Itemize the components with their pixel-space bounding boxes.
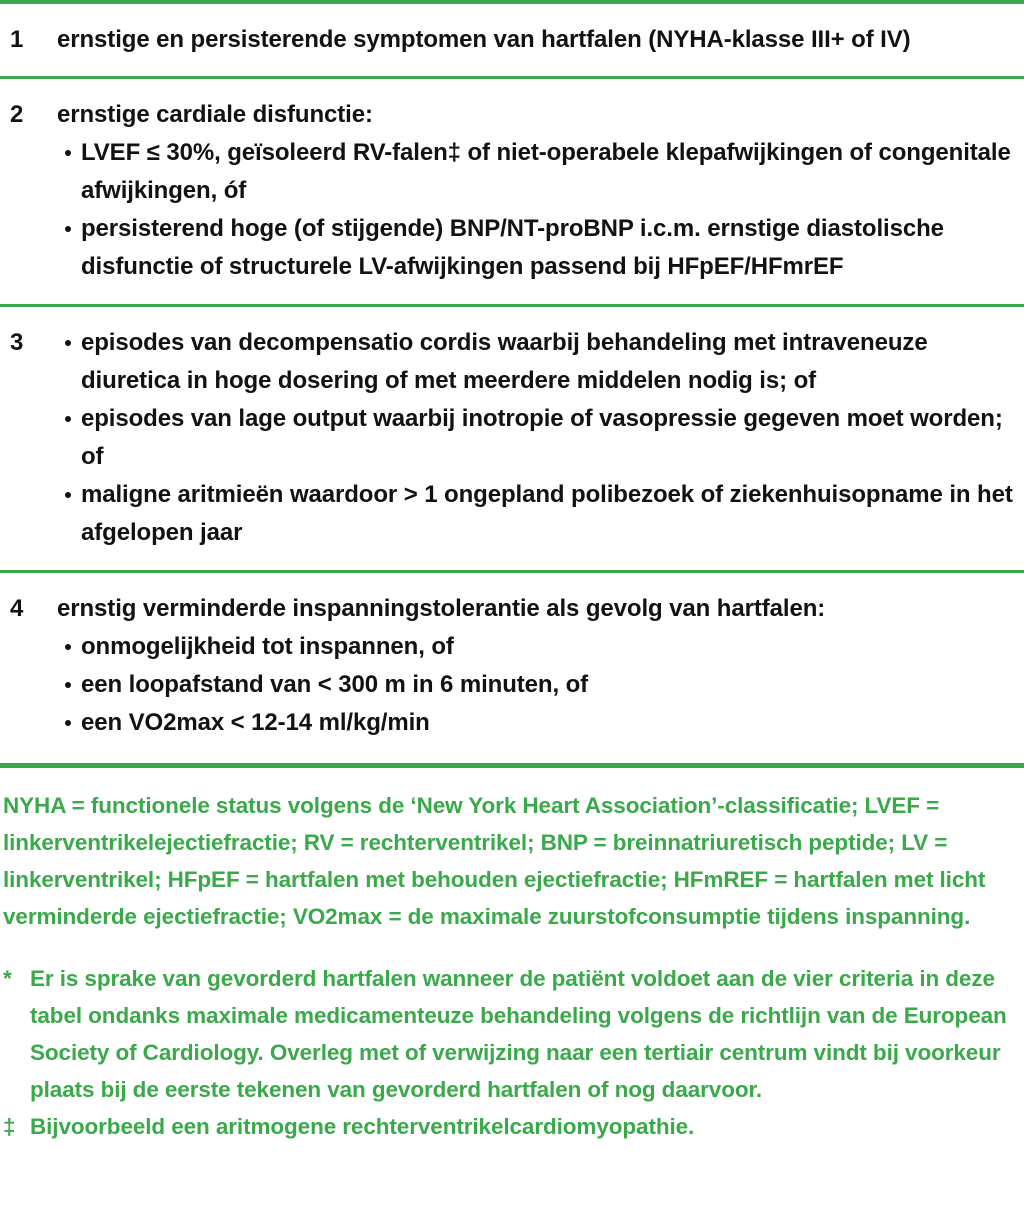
row-number: 4 <box>10 595 24 622</box>
list-item <box>62 628 1020 666</box>
row-lead-text: ernstige en persisterende symptomen van hartfalen (NYHA-klasse III+ of IV) <box>57 26 911 53</box>
list-item <box>62 476 1020 552</box>
footnotes-section <box>0 768 1024 1145</box>
footnote-asterisk <box>0 960 1024 1108</box>
list-item <box>62 210 1020 286</box>
table-row <box>0 307 1024 570</box>
abbreviations-text: NYHA = functionele status volgens de ‘New York Heart Association’-classificatie; LVEF = linkerventrikelejectiefractie; RV = rechterventrikel; BNP = breinnatriuretisch peptide; LV = linkerventrikel; HFpEF = hartfalen met behouden ejectiefractie; HFmREF = hartfalen met licht verminderde ejectiefractie; VO2max = de maximale zuurstofconsumptie tijdens inspanning. <box>3 793 986 929</box>
row-lead-text: ernstige cardiale disfunctie: <box>57 101 373 128</box>
bullet-dot-icon <box>65 720 71 726</box>
list-item-text: episodes van lage output waarbij inotropie of vasopressie gegeven moet worden; of <box>81 405 1003 470</box>
list-item-text: persisterend hoge (of stijgende) BNP/NT-proBNP i.c.m. ernstige diastolische disfunctie of structurele LV-afwijkingen passend bij HFpEF/HFmrEF <box>81 215 944 280</box>
row-number: 3 <box>10 329 24 356</box>
bullet-dot-icon <box>65 416 71 422</box>
list-item-text: LVEF ≤ 30%, geïsoleerd RV-falen‡ of niet-operabele klepafwijkingen of congenitale afwijkingen, óf <box>81 139 1011 204</box>
row-bullet-list <box>57 134 1020 286</box>
table-row <box>0 573 1024 763</box>
table-row <box>0 79 1024 304</box>
footnotes-spacer <box>0 935 1024 960</box>
bullet-dot-icon <box>65 150 71 156</box>
footnote-double-dagger <box>0 1108 1024 1145</box>
list-item-text: een VO2max < 12-14 ml/kg/min <box>81 709 430 736</box>
bullet-dot-icon <box>65 492 71 498</box>
list-item <box>62 666 1020 704</box>
list-item <box>62 324 1020 400</box>
row-body <box>57 21 1024 59</box>
row-number: 2 <box>10 101 24 128</box>
list-item-text: onmogelijkheid tot inspannen, of <box>81 633 454 660</box>
list-item <box>62 134 1020 210</box>
row-body <box>57 96 1024 286</box>
list-item-text: episodes van decompensatio cordis waarbij behandeling met intraveneuze diuretica in hoge dosering of met meerdere middelen nodig is; of <box>81 329 928 394</box>
footnote-marker: * <box>3 966 12 991</box>
bullet-dot-icon <box>65 682 71 688</box>
table-row <box>0 4 1024 76</box>
row-body <box>57 324 1024 552</box>
footnote-text: Bijvoorbeeld een aritmogene rechterventrikelcardiomyopathie. <box>30 1114 695 1139</box>
list-item <box>62 704 1020 742</box>
row-lead-text: ernstig verminderde inspanningstolerantie als gevolg van hartfalen: <box>57 595 826 622</box>
footnote-text: Er is sprake van gevorderd hartfalen wanneer de patiënt voldoet aan de vier criteria in deze tabel ondanks maximale medicamenteuze behandeling volgens de richtlijn van de European Society of Cardiology. Overleg met of verwijzing naar een tertiair centrum vindt bij voorkeur plaats bij de eerste tekenen van gevorderd hartfalen of nog daarvoor. <box>30 966 1007 1102</box>
footnote-marker: ‡ <box>3 1114 16 1139</box>
bullet-dot-icon <box>65 226 71 232</box>
bullet-dot-icon <box>65 644 71 650</box>
row-number: 1 <box>10 26 24 53</box>
row-bullet-list <box>57 628 1020 742</box>
bullet-dot-icon <box>65 340 71 346</box>
list-item <box>62 400 1020 476</box>
list-item-text: maligne aritmieën waardoor > 1 ongepland polibezoek of ziekenhuisopname in het afgelopen jaar <box>81 481 1013 546</box>
list-item-text: een loopafstand van < 300 m in 6 minuten, of <box>81 671 589 698</box>
row-bullet-list <box>57 324 1020 552</box>
row-body <box>57 590 1024 742</box>
